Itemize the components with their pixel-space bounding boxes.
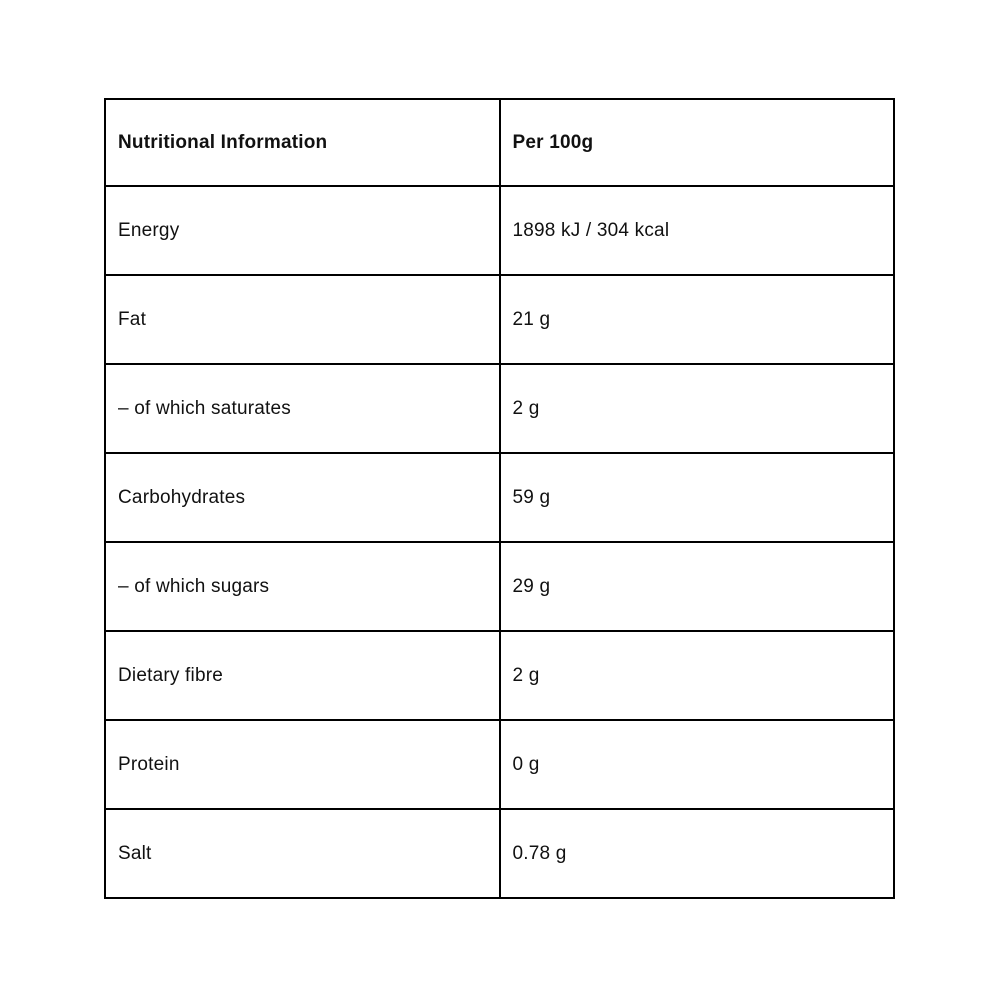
nutrient-value: 2 g — [500, 364, 895, 453]
nutrition-table — [104, 98, 895, 899]
nutrient-value: 0 g — [500, 720, 895, 809]
nutrient-value: 1898 kJ / 304 kcal — [500, 186, 895, 275]
header-cell-per-100g: Per 100g — [500, 99, 895, 186]
nutrient-label: – of which saturates — [105, 364, 500, 453]
table-row — [105, 809, 894, 898]
nutrient-value: 29 g — [500, 542, 895, 631]
nutrient-label: Energy — [105, 186, 500, 275]
table-row — [105, 186, 894, 275]
nutrient-value: 2 g — [500, 631, 895, 720]
nutrient-value: 21 g — [500, 275, 895, 364]
nutrient-label: Carbohydrates — [105, 453, 500, 542]
table-row — [105, 631, 894, 720]
table-row — [105, 453, 894, 542]
table-header-row — [105, 99, 894, 186]
nutrient-label: – of which sugars — [105, 542, 500, 631]
header-cell-nutritional-information: Nutritional Information — [105, 99, 500, 186]
nutrient-label: Salt — [105, 809, 500, 898]
table-row — [105, 720, 894, 809]
nutrient-label: Dietary fibre — [105, 631, 500, 720]
nutrient-label: Fat — [105, 275, 500, 364]
table-row — [105, 542, 894, 631]
nutrient-value: 59 g — [500, 453, 895, 542]
nutrient-value: 0.78 g — [500, 809, 895, 898]
table-row — [105, 364, 894, 453]
table-row — [105, 275, 894, 364]
nutrient-label: Protein — [105, 720, 500, 809]
